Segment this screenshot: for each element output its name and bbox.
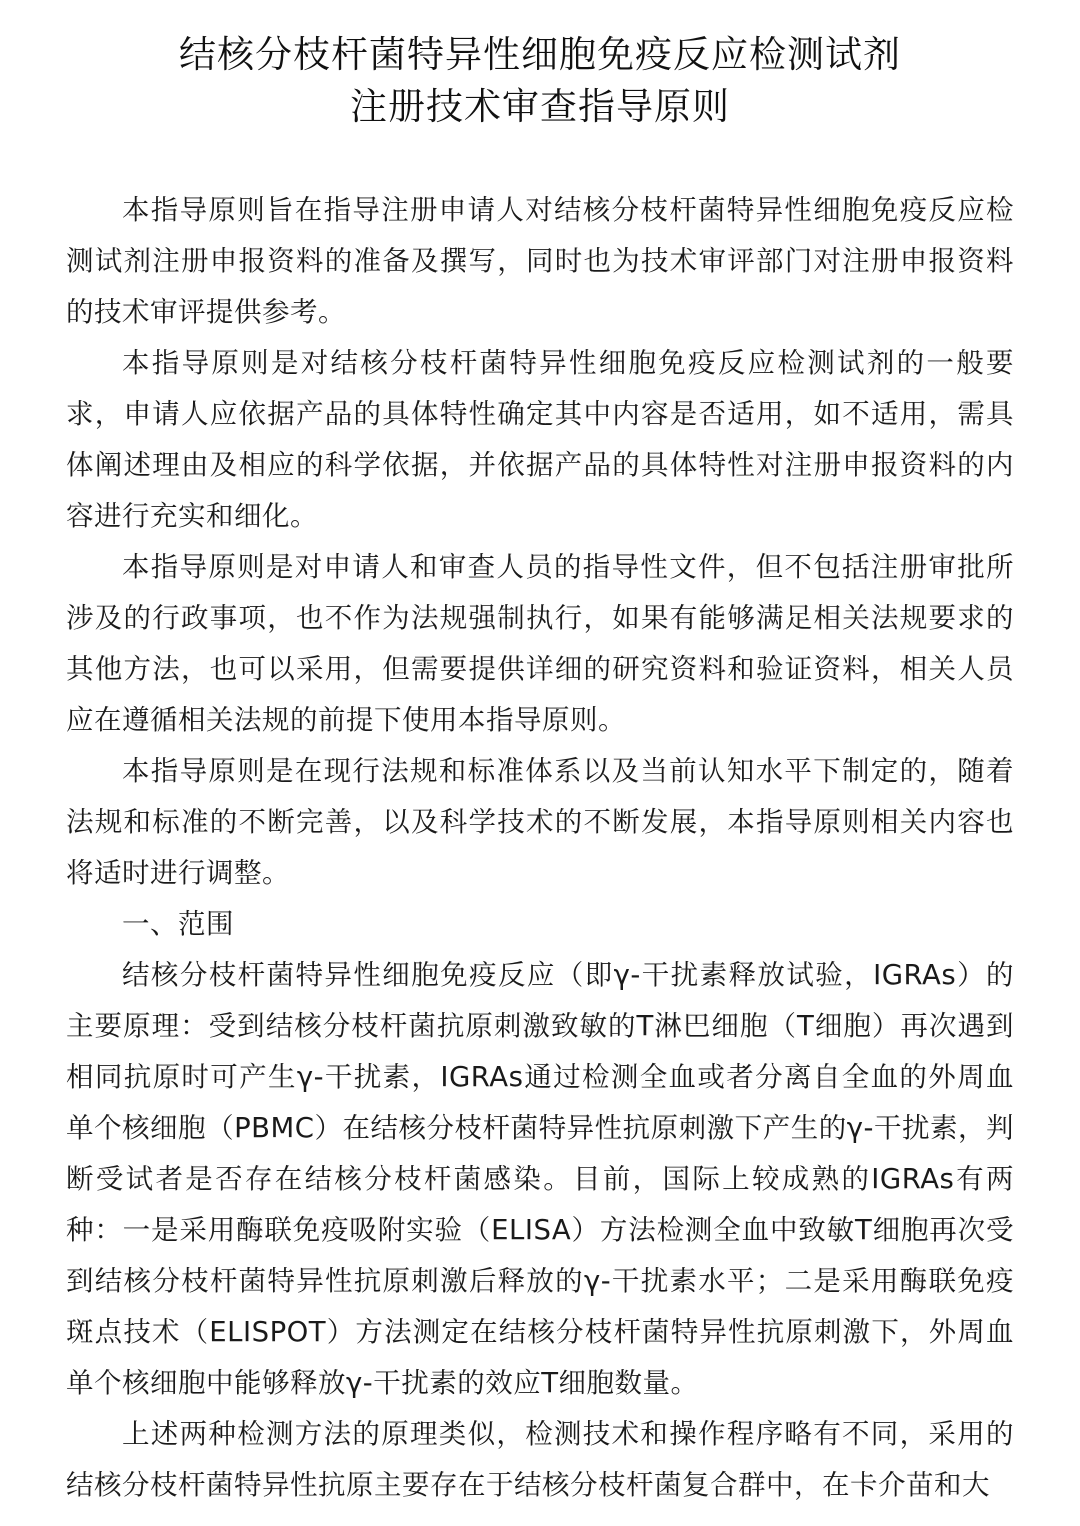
paragraph-scope-principle: 结核分枝杆菌特异性细胞免疫反应（即γ-干扰素释放试验，IGRAs）的主要原理：受到结核分枝杆菌抗原刺激致敏的T淋巴细胞（T细胞）再次遇到相同抗原时可产生γ-干扰素，IGRAs通过检测全血或者分离自全血的外周血单个核细胞（PBMC）在结核分枝杆菌特异性抗原刺激下产生的γ-干扰素，判断受试者是否存在结核分枝杆菌感染。目前，国际上较成熟的IGRAs有两种：一是采用酶联免疫吸附实验（ELISA）方法检测全血中致敏T细胞再次受到结核分枝杆菌特异性抗原刺激后释放的γ-干扰素水平；二是采用酶联免疫斑点技术（ELISPOT）方法测定在结核分枝杆菌特异性抗原刺激下，外周血单个核细胞中能够释放γ-干扰素的效应T细胞数量。 [66, 959, 1014, 1399]
paragraph-purpose: 本指导原则旨在指导注册申请人对结核分枝杆菌特异性细胞免疫反应检测试剂注册申报资料的准备及撰写，同时也为技术审评部门对注册申报资料的技术审评提供参考。 [66, 194, 1014, 328]
paragraph-scope-methods: 上述两种检测方法的原理类似，检测技术和操作程序略有不同，采用的结核分枝杆菌特异性抗原主要存在于结核分枝杆菌复合群中，在卡介苗和大 [66, 1418, 1014, 1501]
section-heading-scope: 一、范围 [122, 908, 234, 940]
paragraph-guidance-nature: 本指导原则是对申请人和审查人员的指导性文件，但不包括注册审批所涉及的行政事项，也不作为法规强制执行，如果有能够满足相关法规要求的其他方法，也可以采用，但需要提供详细的研究资料和验证资料，相关人员应在遵循相关法规的前提下使用本指导原则。 [66, 551, 1014, 736]
paragraph-general-requirements: 本指导原则是对结核分枝杆菌特异性细胞免疫反应检测试剂的一般要求，申请人应依据产品的具体特性确定其中内容是否适用，如不适用，需具体阐述理由及相应的科学依据，并依据产品的具体特性对注册申报资料的内容进行充实和细化。 [66, 347, 1014, 532]
document-title-line-1: 结核分枝杆菌特异性细胞免疫反应检测试剂 [179, 33, 901, 76]
document-body [66, 185, 1014, 1511]
paragraph-revision: 本指导原则是在现行法规和标准体系以及当前认知水平下制定的，随着法规和标准的不断完善，以及科学技术的不断发展，本指导原则相关内容也将适时进行调整。 [66, 755, 1014, 889]
document-title-line-2: 注册技术审查指导原则 [350, 85, 730, 128]
